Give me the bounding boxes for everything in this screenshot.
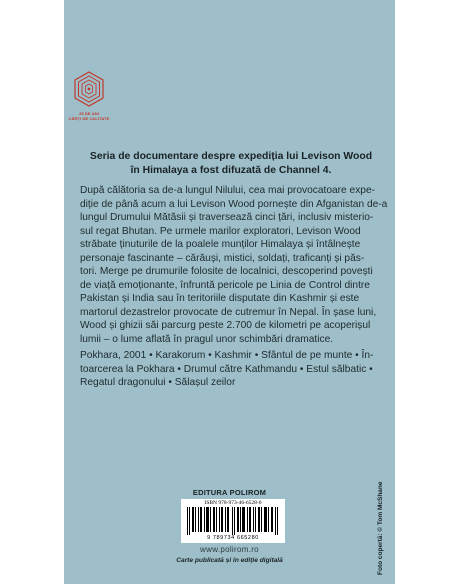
- barcode-digits: 9 789734 665280: [207, 535, 259, 541]
- intro-bold: [80, 150, 382, 178]
- publisher-name: EDITURA POLIROM: [192, 488, 267, 497]
- description-line: personaje fascinante – cărăuși, mistici, soldați, traficanți și păs-: [80, 252, 365, 264]
- description-line: străbate ținuturile de la poalele munților Himalaya și întâlnește: [80, 239, 361, 250]
- description-line: După călătoria sa de-a lungul Nilului, cea mai provocatoare expe-: [80, 185, 376, 196]
- logo-line-2: CĂRȚI DE CALITATE: [68, 116, 110, 121]
- back-cover: [64, 0, 395, 584]
- website-link[interactable]: www.polirom.ro: [200, 545, 259, 554]
- description-line: lumii – o lume aflată în pragul unor schimbări dramatice.: [80, 333, 334, 345]
- publisher-logo: [67, 70, 111, 128]
- description-line: tori. Merge pe drumurile folosite de localnici, descoperind povești: [80, 266, 373, 277]
- chapter-line: toarcerea la Pokhara • Drumul către Kathmandu • Estul sălbatic •: [80, 363, 373, 375]
- photo-credit: Foto copertă: © Tom McShane: [377, 481, 384, 575]
- description-line: martorul dezastrelor provocate de cutremur în Nepal. În șase luni,: [80, 306, 377, 318]
- barcode-bars: [187, 507, 279, 535]
- intro-line: în Himalaya a fost difuzată de Channel 4.: [130, 165, 332, 176]
- intro-line: Seria de documentare despre expediția lui Levison Wood: [89, 151, 373, 162]
- description-paragraph: [80, 184, 388, 346]
- chapter-line: Pokhara, 2001 • Karakorum • Kashmir • Sfântul de pe munte • În-: [80, 350, 374, 361]
- spiral-emblem-icon: [71, 70, 107, 110]
- description-line: de viață emoționante, înfruntă pericole pe Linia de Control dintre: [80, 279, 370, 291]
- description-line: lungul Drumului Mătăsii și traversează cinci țări, inclusiv misterio-: [80, 212, 374, 223]
- chapter-list: [80, 349, 382, 390]
- description-line: sul regat Bhutan. Pe urmele marilor exploratori, Levison Wood: [80, 225, 361, 237]
- chapter-line: Regatul dragonului • Sălașul zeilor: [80, 377, 236, 388]
- isbn-label: ISBN 978-973-46-6528-0: [204, 500, 262, 506]
- description-line: Wood și ghizii săi parcurg peste 2.700 de kilometri pe acoperișul: [80, 320, 371, 331]
- digital-edition-note: Carte publicată și în ediție digitală: [176, 557, 283, 564]
- description-line: diție de până acum a lui Levison Wood pornește din Afganistan de-a: [80, 198, 388, 210]
- logo-line-1: 25 DE ANI: [79, 111, 99, 116]
- barcode: [181, 499, 285, 543]
- description-line: Pakistan și India sau în teritoriile disputate din Kashmir și este: [80, 293, 360, 304]
